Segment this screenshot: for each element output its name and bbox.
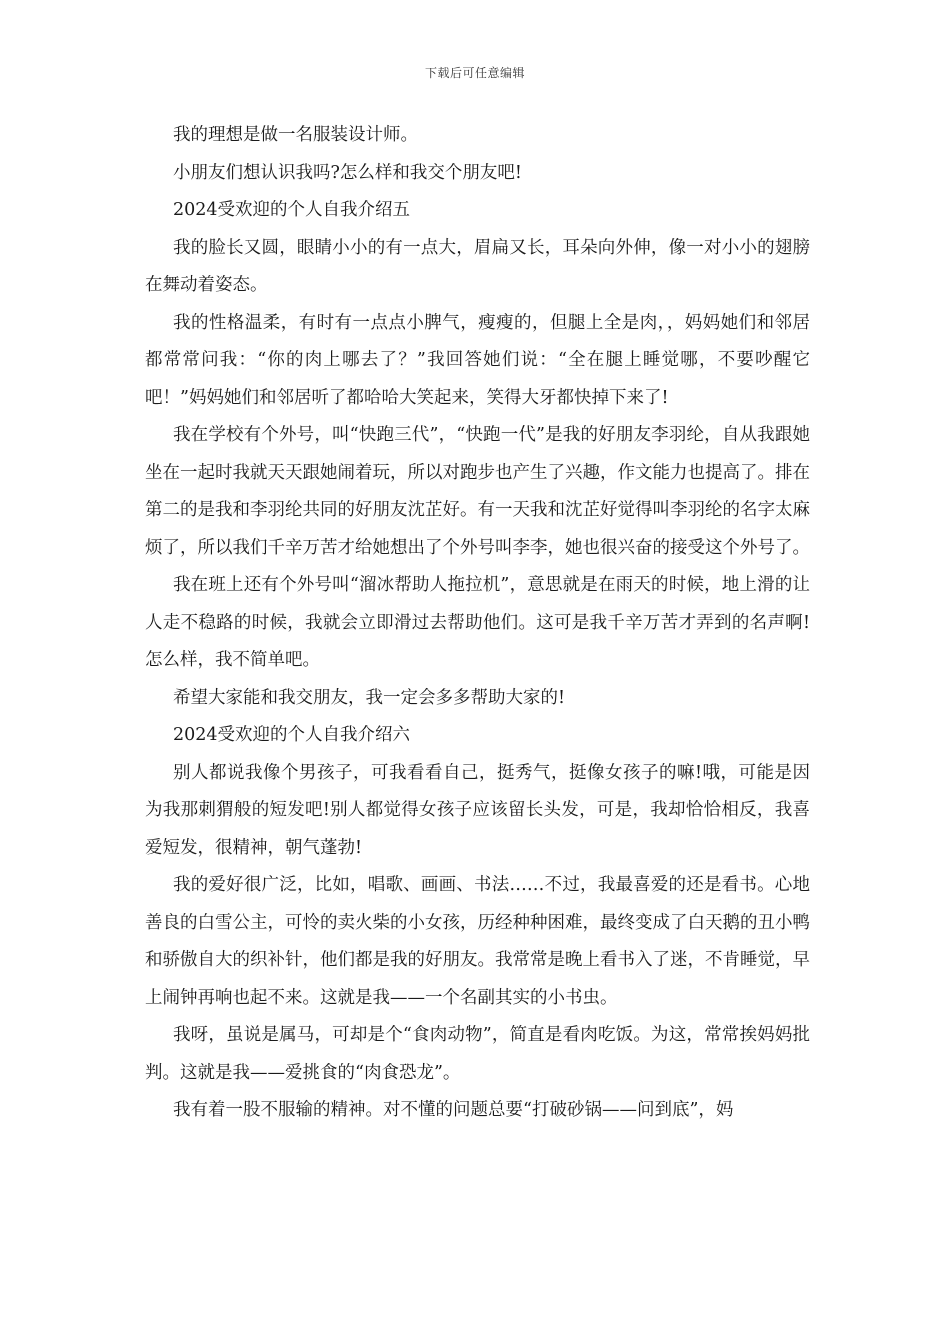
paragraph: 我的爱好很广泛，比如，唱歌、画画、书法……不过，我最喜爱的还是看书。心地善良的白雪公主，可怜的卖火柴的小女孩，历经种种困难，最终变成了白天鹅的丑小鸭和骄傲自大的织补针，他们都是我的好朋友。我常常是晚上看书入了迷，不肯睡觉，早上闹钟再响也起不来。这就是我——一个名副其实的小书虫。 bbox=[145, 875, 810, 1008]
paragraph: 我在学校有个外号，叫“快跑三代”，“快跑一代”是我的好朋友李羽纶，自从我跟她坐在一起时我就天天跟她闹着玩，所以对跑步也产生了兴趣，作文能力也提高了。排在第二的是我和李羽纶共同的好朋友沈芷好。有一天我和沈芷好觉得叫李羽纶的名字太麻烦了，所以我们千辛万苦才给她想出了个外号叫李李，她也很兴奋的接受这个外号了。 bbox=[145, 425, 810, 558]
paragraph: 我的理想是做一名服装设计师。 bbox=[173, 125, 418, 145]
paragraph: 我呀，虽说是属马，可却是个“食肉动物”，简直是看肉吃饭。为这，常常挨妈妈批判。这就是我——爱挑食的“肉食恐龙”。 bbox=[145, 1025, 810, 1083]
paragraph: 我在班上还有个外号叫“溜冰帮助人拖拉机”，意思就是在雨天的时候，地上滑的让人走不稳路的时候，我就会立即滑过去帮助他们。这可是我千辛万苦才弄到的名声啊!怎么样，我不简单吧。 bbox=[145, 575, 810, 670]
paragraph: 希望大家能和我交朋友，我一定会多多帮助大家的! bbox=[173, 687, 566, 708]
section-heading: 2024受欢迎的个人自我介绍五 bbox=[173, 200, 411, 220]
paragraph: 我有着一股不服输的精神。对不懂的问题总要“打破砂锅——问到底”，妈 bbox=[173, 1100, 734, 1120]
page-header: 下载后可任意编辑 bbox=[424, 66, 525, 80]
section-heading: 2024受欢迎的个人自我介绍六 bbox=[173, 725, 411, 745]
document-body bbox=[145, 117, 810, 1130]
paragraph: 别人都说我像个男孩子，可我看看自己，挺秀气，挺像女孩子的嘛!哦，可能是因为我那刺猬般的短发吧!别人都觉得女孩子应该留长头发，可是，我却恰恰相反，我喜爱短发，很精神，朝气蓬勃! bbox=[145, 762, 810, 858]
paragraph: 我的性格温柔，有时有一点点小脾气，瘦瘦的，但腿上全是肉，，妈妈她们和邻居都常常问我：“你的肉上哪去了？”我回答她们说：“全在腿上睡觉哪，不要吵醒它吧！”妈妈她们和邻居听了都哈哈大笑起来，笑得大牙都快掉下来了! bbox=[145, 312, 810, 408]
paragraph: 我的脸长又圆，眼睛小小的有一点大，眉扁又长，耳朵向外伸，像一对小小的翅膀在舞动着姿态。 bbox=[145, 237, 810, 295]
paragraph: 小朋友们想认识我吗?怎么样和我交个朋友吧! bbox=[173, 162, 522, 183]
